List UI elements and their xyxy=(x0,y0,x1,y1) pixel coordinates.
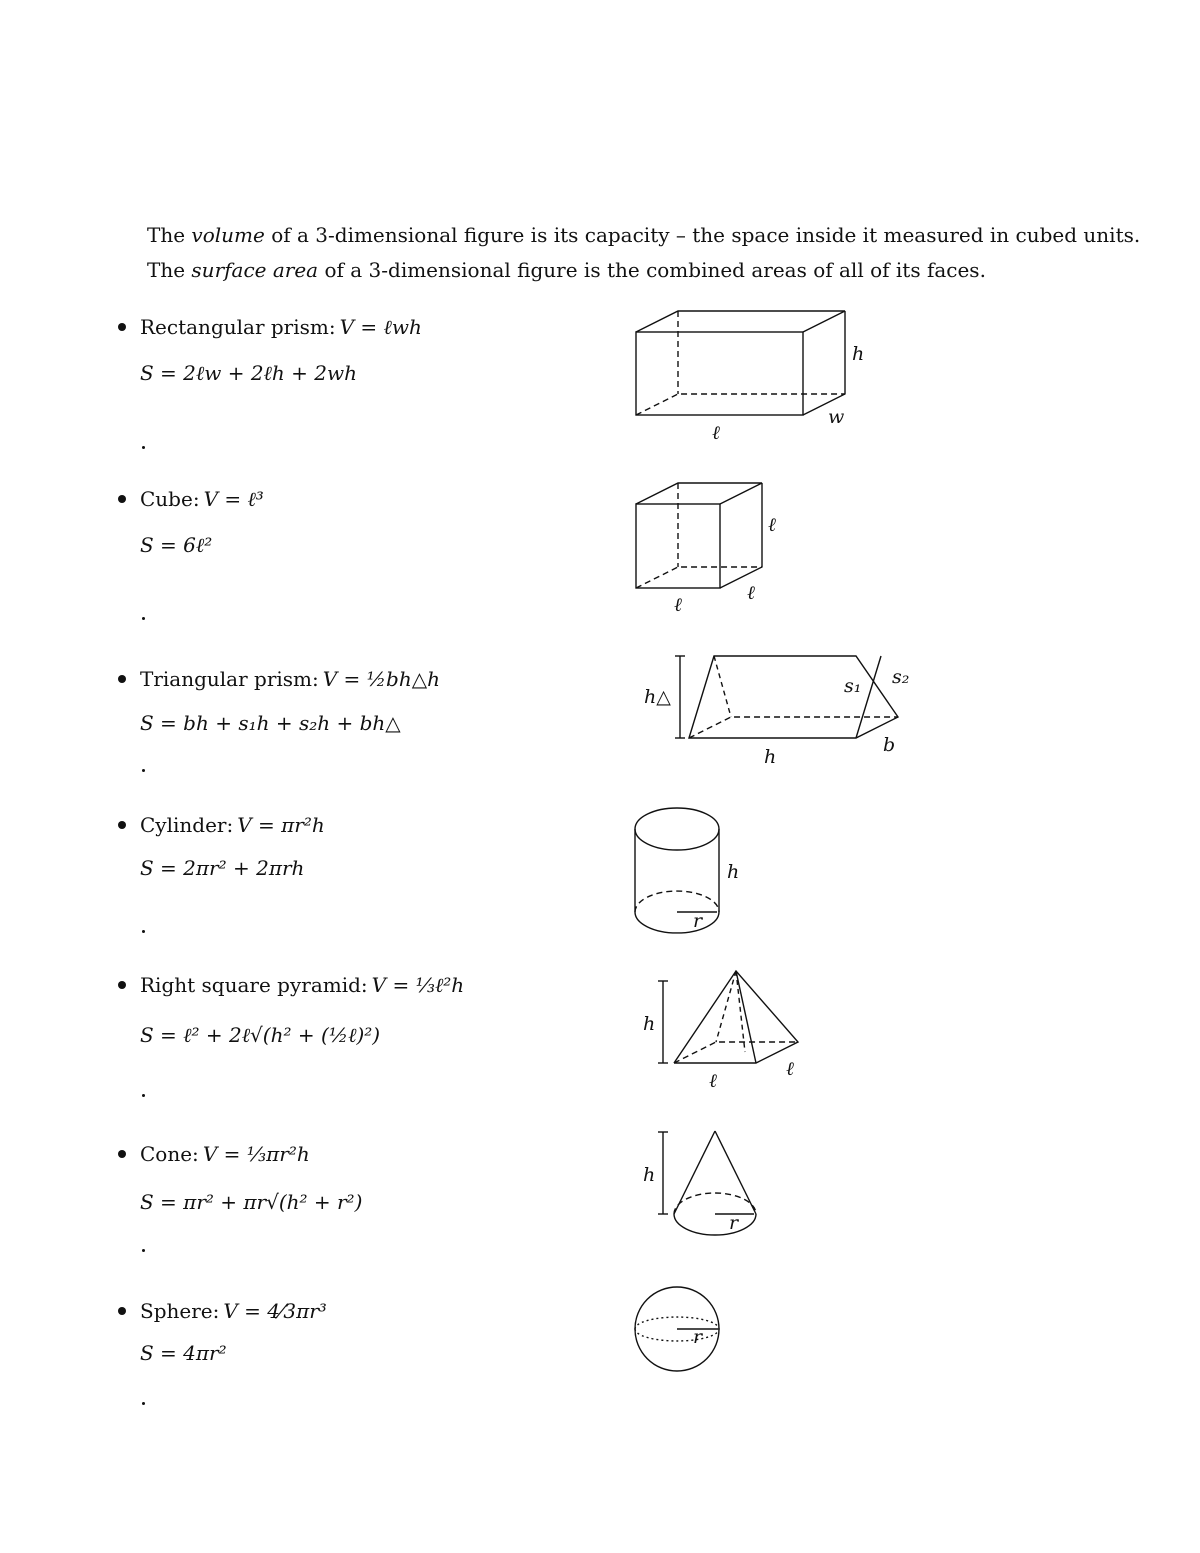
label-h: h xyxy=(643,1164,656,1186)
pyramid-outline xyxy=(674,971,798,1063)
sphere-equator-back xyxy=(635,1317,719,1329)
term-surface-area: surface area xyxy=(191,258,319,282)
shape-name: Right square pyramid: xyxy=(140,973,368,997)
volume-formula: V = ℓ³ xyxy=(203,487,264,511)
label-h: h xyxy=(643,1013,656,1035)
rectangular-prism-figure xyxy=(636,311,864,444)
cylinder-top xyxy=(635,808,719,850)
label-l: ℓ xyxy=(747,582,755,604)
pyramid-figure xyxy=(643,971,798,1092)
intro-text: The xyxy=(147,223,192,247)
cone-base-back xyxy=(674,1193,756,1214)
prism-front-face xyxy=(636,332,803,415)
label-r: r xyxy=(693,1326,703,1348)
volume-formula: V = ⅓πr²h xyxy=(202,1142,310,1166)
prism-front-edge xyxy=(856,656,881,738)
label-l: ℓ xyxy=(712,422,720,444)
cylinder-figure xyxy=(635,808,739,933)
cone-side xyxy=(674,1131,715,1214)
surface-formula: S = 2ℓw + 2ℓh + 2wh xyxy=(140,361,357,385)
label-r: r xyxy=(729,1212,739,1234)
cube-right-edges xyxy=(720,483,762,588)
surface-formula: S = 6ℓ² xyxy=(140,533,213,557)
cylinder-bottom-back xyxy=(635,891,719,912)
shape-name: Rectangular prism: xyxy=(140,315,336,339)
label-l: ℓ xyxy=(768,514,776,536)
cube-top-edges xyxy=(636,483,762,504)
label-l: ℓ xyxy=(674,594,682,616)
cone-figure xyxy=(643,1131,756,1235)
cylinder-bottom-front xyxy=(635,912,719,933)
label-s1: s₁ xyxy=(844,675,862,697)
term-volume: volume xyxy=(191,223,265,247)
label-r: r xyxy=(693,910,703,932)
sphere-equator-front xyxy=(635,1329,719,1341)
volume-formula: V = ⅓ℓ²h xyxy=(371,973,465,997)
prism-top-edges xyxy=(636,311,845,332)
intro-text: of a 3-dimensional figure is its capacity – the space inside it measured in cubed units. xyxy=(264,223,1141,247)
surface-formula: S = 4πr² xyxy=(140,1341,227,1365)
label-h: h xyxy=(727,861,740,883)
pyramid-front-edge xyxy=(736,971,756,1063)
cube-figure xyxy=(636,483,776,616)
intro-text: of a 3-dimensional figure is the combined areas of all of its faces. xyxy=(318,258,986,282)
prism-right-edges xyxy=(803,311,845,415)
sphere-figure xyxy=(635,1287,719,1371)
surface-formula: S = πr² + πr√(h² + r²) xyxy=(140,1190,363,1214)
label-b: b xyxy=(883,734,896,756)
surface-formula: S = ℓ² + 2ℓ√(h² + (½ℓ)²) xyxy=(140,1023,381,1047)
cube-hidden-base xyxy=(636,567,762,588)
intro-text: The xyxy=(147,258,192,282)
surface-formula: S = bh + s₁h + s₂h + bh△ xyxy=(140,711,401,735)
pyramid-height-line xyxy=(736,971,745,1052)
pyramid-hidden-edge xyxy=(716,971,736,1042)
volume-formula: V = πr²h xyxy=(237,813,325,837)
shape-name: Cube: xyxy=(140,487,200,511)
cone-base-front xyxy=(674,1214,756,1235)
prism-outline xyxy=(689,656,898,738)
label-h: h xyxy=(852,343,865,365)
label-s2: s₂ xyxy=(892,666,910,688)
shape-name: Sphere: xyxy=(140,1299,220,1323)
pyramid-hidden-base xyxy=(674,1042,798,1063)
label-l: ℓ xyxy=(709,1070,717,1092)
prism-hidden-base xyxy=(689,717,898,738)
shape-name: Cylinder: xyxy=(140,813,234,837)
shape-name: Cone: xyxy=(140,1142,199,1166)
shape-name: Triangular prism: xyxy=(140,667,319,691)
surface-formula: S = 2πr² + 2πrh xyxy=(140,856,305,880)
label-h: h xyxy=(764,746,777,768)
prism-hidden-edge xyxy=(714,656,731,717)
prism-hidden-base xyxy=(636,394,845,415)
label-w: w xyxy=(828,406,845,428)
triangular-prism-figure xyxy=(644,656,909,768)
label-h-triangle: h△ xyxy=(644,686,671,708)
cone-side xyxy=(715,1131,756,1214)
volume-formula: V = ℓwh xyxy=(339,315,422,339)
volume-formula: V = 4⁄3πr³ xyxy=(223,1299,327,1323)
volume-formula: V = ½bh△h xyxy=(322,667,440,691)
label-l: ℓ xyxy=(786,1058,794,1080)
